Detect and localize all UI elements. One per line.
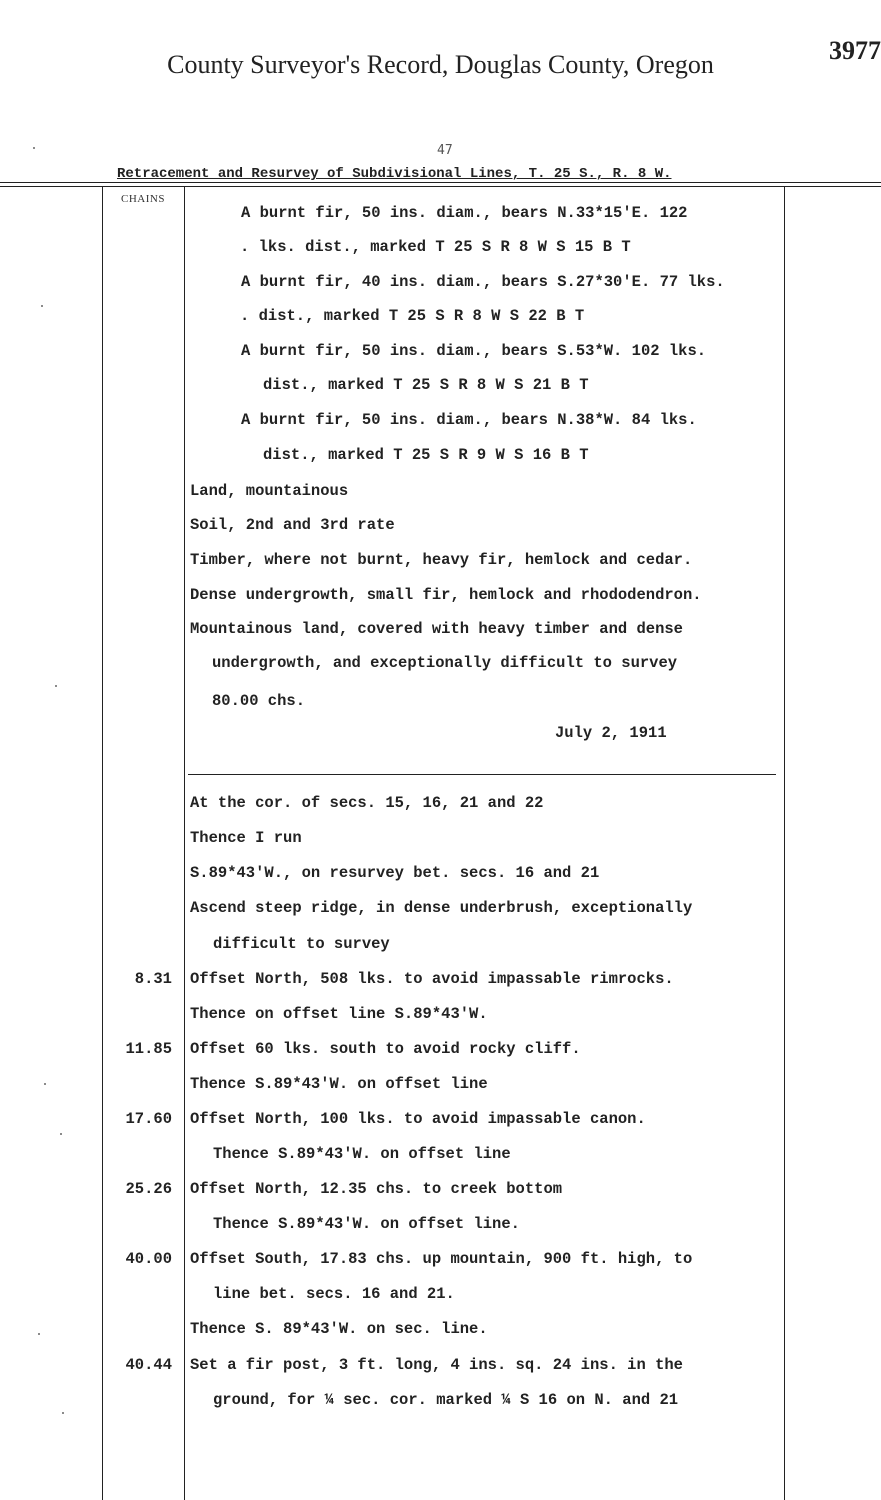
chain-value: 40.00 (125, 1250, 172, 1268)
section-divider (188, 774, 776, 775)
text-line: Timber, where not burnt, heavy fir, hemlock and cedar. (190, 551, 693, 569)
text-line: Offset North, 508 lks. to avoid impassable rimrocks. (190, 970, 674, 988)
text-line: Offset 60 lks. south to avoid rocky cliff. (190, 1040, 581, 1058)
text-line: 80.00 chs. (212, 692, 306, 710)
text-line: difficult to survey (213, 935, 390, 953)
scan-speck (33, 147, 35, 149)
text-line: . dist., marked T 25 S R 8 W S 22 B T (240, 307, 585, 325)
chains-column-header: CHAINS (121, 193, 165, 205)
text-line: Offset South, 17.83 chs. up mountain, 900 ft. high, to (190, 1250, 693, 1268)
record-date: July 2, 1911 (555, 724, 667, 742)
chain-value: 17.60 (125, 1110, 172, 1128)
text-line: At the cor. of secs. 15, 16, 21 and 22 (190, 794, 544, 812)
scan-speck (62, 1412, 64, 1414)
text-line: dist., marked T 25 S R 9 W S 16 B T (263, 446, 589, 464)
page-title: County Surveyor's Record, Douglas County, Oregon (167, 50, 714, 79)
scan-speck (55, 685, 57, 687)
text-line: A burnt fir, 50 ins. diam., bears N.33*15'E. 122 (241, 204, 688, 222)
sub-page-number: 47 (437, 143, 453, 158)
text-line: Thence on offset line S.89*43'W. (190, 1005, 488, 1023)
text-line: dist., marked T 25 S R 8 W S 21 B T (263, 376, 589, 394)
text-line: A burnt fir, 40 ins. diam., bears S.27*30'E. 77 lks. (241, 273, 725, 291)
text-line: A burnt fir, 50 ins. diam., bears S.53*W. 102 lks. (241, 342, 707, 360)
left-margin-line (102, 187, 103, 1500)
text-line: Offset North, 100 lks. to avoid impassable canon. (190, 1110, 646, 1128)
scan-speck (41, 305, 43, 307)
text-line: Thence I run (190, 829, 302, 847)
chain-value: 40.44 (125, 1356, 172, 1374)
chains-divider-line (184, 187, 185, 1500)
text-line: . lks. dist., marked T 25 S R 8 W S 15 B T (240, 238, 631, 256)
top-double-rule-1 (0, 182, 881, 183)
text-line: undergrowth, and exceptionally difficult to survey (212, 654, 678, 672)
scan-speck (38, 1333, 40, 1335)
text-line: Thence S.89*43'W. on offset line. (213, 1215, 520, 1233)
text-line: ground, for ¼ sec. cor. marked ¼ S 16 on N. and 21 (213, 1391, 679, 1409)
page-number: 3977 (829, 36, 881, 65)
scan-speck (60, 1133, 62, 1135)
text-line: A burnt fir, 50 ins. diam., bears N.38*W. 84 lks. (241, 411, 697, 429)
text-line: Soil, 2nd and 3rd rate (190, 516, 395, 534)
chain-value: 11.85 (125, 1040, 172, 1058)
text-line: line bet. secs. 16 and 21. (213, 1285, 455, 1303)
text-line: Thence S.89*43'W. on offset line (213, 1145, 511, 1163)
text-line: Offset North, 12.35 chs. to creek bottom (190, 1180, 563, 1198)
scan-speck (44, 1083, 46, 1085)
text-line: Mountainous land, covered with heavy timber and dense (190, 620, 683, 638)
survey-heading: Retracement and Resurvey of Subdivisional Lines, T. 25 S., R. 8 W. (117, 166, 672, 182)
text-line: Land, mountainous (190, 482, 349, 500)
top-double-rule-2 (0, 186, 881, 187)
text-line: Set a fir post, 3 ft. long, 4 ins. sq. 24 ins. in the (190, 1356, 683, 1374)
text-line: S.89*43'W., on resurvey bet. secs. 16 and 21 (190, 864, 600, 882)
right-margin-line (784, 187, 785, 1500)
text-line: Ascend steep ridge, in dense underbrush, exceptionally (190, 899, 693, 917)
chain-value: 25.26 (125, 1180, 172, 1198)
text-line: Dense undergrowth, small fir, hemlock and rhododendron. (190, 586, 702, 604)
chain-value: 8.31 (134, 970, 172, 988)
text-line: Thence S.89*43'W. on offset line (190, 1075, 488, 1093)
text-line: Thence S. 89*43'W. on sec. line. (190, 1320, 488, 1338)
